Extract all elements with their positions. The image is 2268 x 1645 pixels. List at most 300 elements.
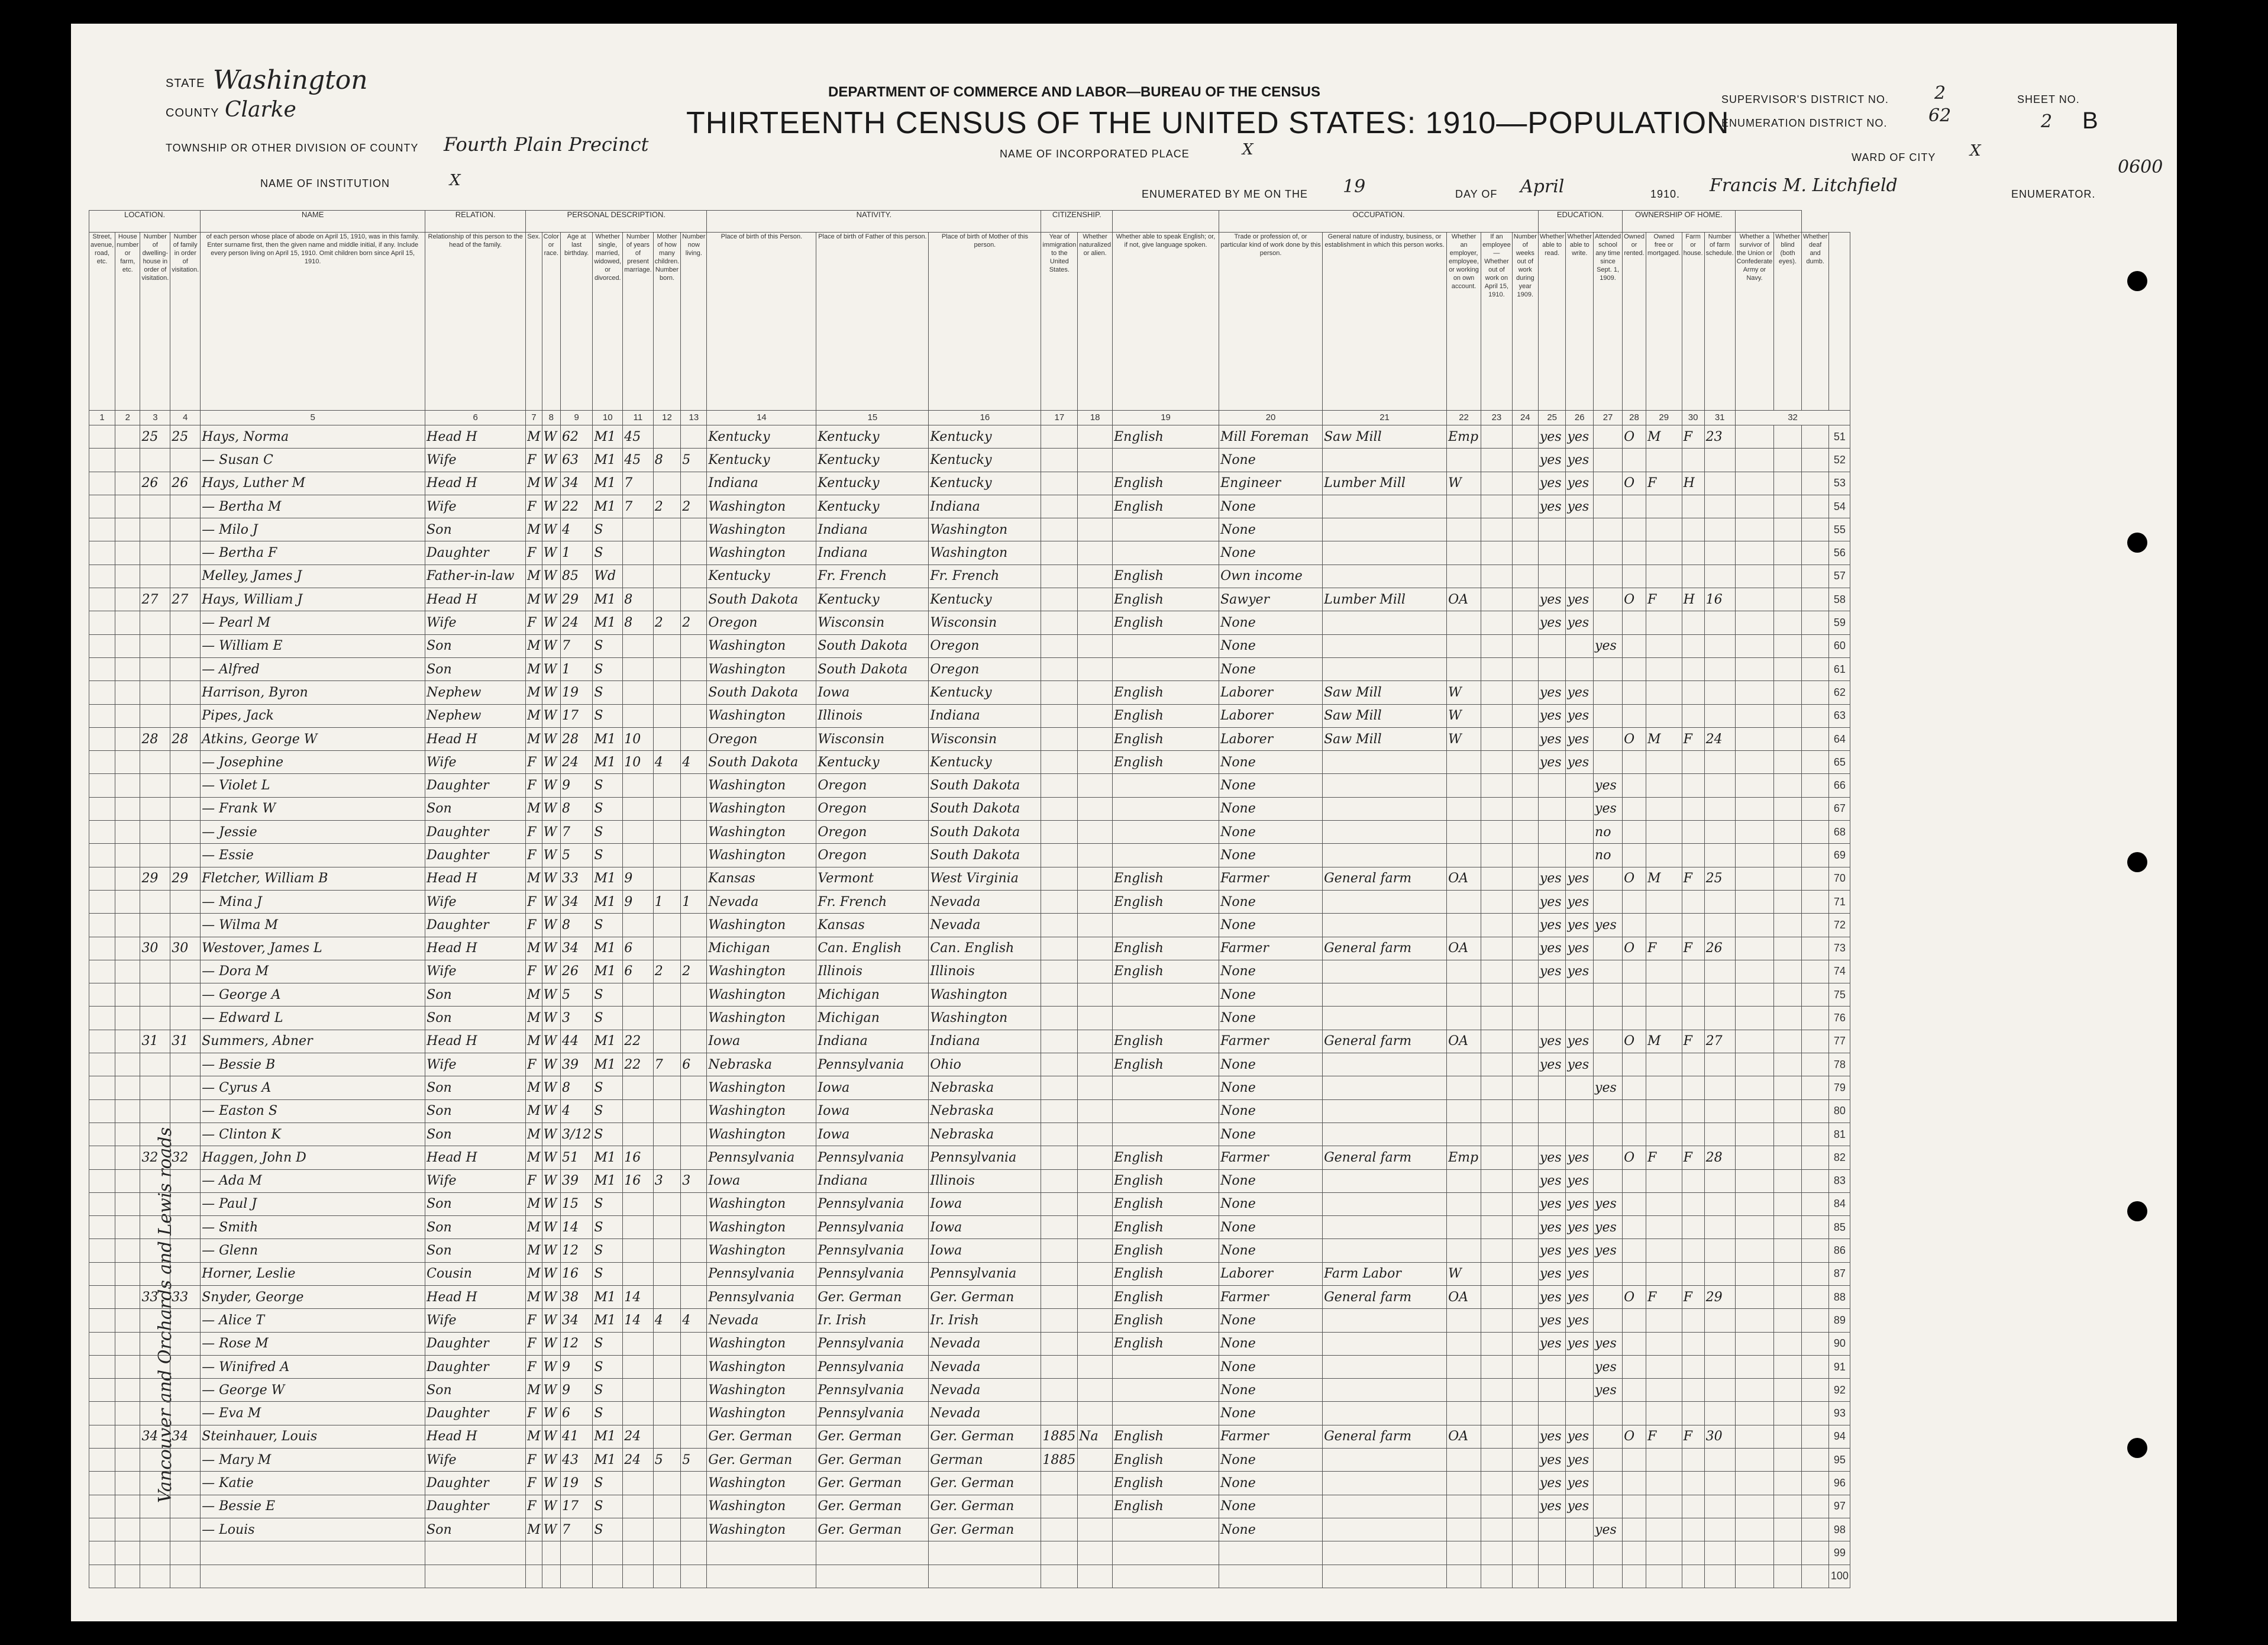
cell-outwork (1481, 1030, 1513, 1053)
cell-family: 26 (170, 472, 201, 495)
cell-mother: Nebraska (929, 1123, 1041, 1146)
cell-house (115, 1239, 140, 1262)
cell-trade: None (1219, 1076, 1323, 1099)
cell-emp: W (1447, 704, 1481, 727)
cell-immig (1041, 751, 1078, 774)
cell-owned (1623, 518, 1646, 541)
cell-weeks (1512, 774, 1538, 797)
cell-birth: Washington (707, 774, 816, 797)
cell-street (89, 1123, 115, 1146)
cell-age: 14 (560, 1216, 592, 1239)
cell-mother: Oregon (929, 634, 1041, 657)
cell-deaf (1801, 1285, 1829, 1308)
cell-father: Wisconsin (816, 727, 929, 750)
cell-english (1113, 774, 1219, 797)
cell-blind (1774, 1541, 1802, 1565)
column-groups-row (89, 211, 1850, 233)
column-descriptions-row (89, 233, 1850, 411)
cell-sched (1704, 774, 1735, 797)
column-description: Whether single, married, widowed, or divorced. (593, 233, 623, 411)
cell-farm (1682, 657, 1704, 680)
year-label: 1910. (1650, 188, 1681, 200)
column-description: Number of years of present marriage. (623, 233, 653, 411)
cell-father: Pennsylvania (816, 1192, 929, 1215)
cell-blind (1774, 681, 1802, 704)
cell-write (1566, 1099, 1594, 1123)
cell-veteran (1735, 704, 1774, 727)
cell-trade: Laborer (1219, 727, 1323, 750)
cell-veteran (1735, 541, 1774, 565)
cell-school (1594, 1053, 1623, 1076)
cell-age: 33 (560, 867, 592, 890)
cell-school: yes (1594, 797, 1623, 820)
cell-age (560, 1541, 592, 1565)
cell-age: 22 (560, 495, 592, 518)
cell-weeks (1512, 704, 1538, 727)
cell-name: — Bessie B (201, 1053, 425, 1076)
column-number: 29 (1646, 411, 1682, 425)
cell-natur (1078, 541, 1113, 565)
cell-mother: Wisconsin (929, 727, 1041, 750)
cell-veteran (1735, 1030, 1774, 1053)
cell-relation: Wife (425, 960, 526, 983)
cell-weeks (1512, 844, 1538, 867)
table-row (89, 657, 1850, 680)
cell-school (1594, 565, 1623, 588)
cell-owned: O (1623, 937, 1646, 960)
cell-blind (1774, 1472, 1802, 1495)
cell-dwelling (140, 774, 170, 797)
cell-street (89, 704, 115, 727)
cell-name: Melley, James J (201, 565, 425, 588)
cell-industry (1323, 1472, 1447, 1495)
cell-sched (1704, 449, 1735, 472)
cell-living (681, 704, 707, 727)
cell-mort (1646, 1541, 1682, 1565)
cell-industry (1323, 1332, 1447, 1355)
cell-deaf (1801, 937, 1829, 960)
cell-race: W (542, 634, 560, 657)
cell-sched (1704, 634, 1735, 657)
cell-name: — Mina J (201, 890, 425, 913)
cell-mother: Nevada (929, 1332, 1041, 1355)
cell-emp (1447, 1402, 1481, 1425)
cell-age: 15 (560, 1192, 592, 1215)
cell-emp (1447, 518, 1481, 541)
cell-living (681, 1030, 707, 1053)
cell-owned (1623, 1099, 1646, 1123)
cell-house (115, 681, 140, 704)
cell-blind (1774, 751, 1802, 774)
cell-outwork (1481, 1262, 1513, 1285)
cell-years (623, 634, 653, 657)
cell-deaf (1801, 681, 1829, 704)
cell-english (1113, 1541, 1219, 1565)
cell-birth: Washington (707, 1495, 816, 1518)
cell-relation: Son (425, 1239, 526, 1262)
cell-name: — Violet L (201, 774, 425, 797)
line-number: 51 (1829, 425, 1850, 449)
cell-living (681, 541, 707, 565)
cell-industry (1323, 914, 1447, 937)
cell-english: English (1113, 1309, 1219, 1332)
cell-farm (1682, 1472, 1704, 1495)
cell-race: W (542, 1169, 560, 1192)
cell-trade: None (1219, 1053, 1323, 1076)
cell-mort: F (1646, 937, 1682, 960)
cell-age: 19 (560, 681, 592, 704)
cell-write: yes (1566, 960, 1594, 983)
cell-weeks (1512, 1309, 1538, 1332)
table-row (89, 960, 1850, 983)
line-number: 87 (1829, 1262, 1850, 1285)
line-number: 81 (1829, 1123, 1850, 1146)
cell-immig (1041, 1262, 1078, 1285)
cell-street (89, 1472, 115, 1495)
cell-owned (1623, 1565, 1646, 1588)
cell-owned (1623, 1541, 1646, 1565)
cell-deaf (1801, 1355, 1829, 1378)
cell-birth: Iowa (707, 1169, 816, 1192)
line-number: 71 (1829, 890, 1850, 913)
cell-years: 24 (623, 1449, 653, 1472)
cell-school (1594, 425, 1623, 449)
cell-deaf (1801, 588, 1829, 611)
cell-dwelling (140, 681, 170, 704)
cell-outwork (1481, 751, 1513, 774)
cell-mother (929, 1565, 1041, 1588)
cell-natur (1078, 657, 1113, 680)
cell-blind (1774, 657, 1802, 680)
cell-deaf (1801, 1402, 1829, 1425)
cell-dwelling: 29 (140, 867, 170, 890)
cell-street (89, 1146, 115, 1169)
cell-relation: Wife (425, 1449, 526, 1472)
cell-weeks (1512, 588, 1538, 611)
cell-father: Pennsylvania (816, 1332, 929, 1355)
cell-dwelling (140, 1099, 170, 1123)
cell-family (170, 657, 201, 680)
cell-race: W (542, 681, 560, 704)
line-number: 78 (1829, 1053, 1850, 1076)
cell-living (681, 681, 707, 704)
cell-owned (1623, 495, 1646, 518)
cell-years (623, 1262, 653, 1285)
cell-age: 17 (560, 704, 592, 727)
cell-mort (1646, 1007, 1682, 1030)
cell-farm (1682, 1355, 1704, 1378)
cell-read: yes (1538, 1425, 1566, 1448)
cell-blind (1774, 704, 1802, 727)
cell-house (115, 1379, 140, 1402)
cell-outwork (1481, 1472, 1513, 1495)
cell-immig (1041, 727, 1078, 750)
line-number: 83 (1829, 1169, 1850, 1192)
cell-relation: Daughter (425, 1355, 526, 1378)
cell-immig (1041, 1379, 1078, 1402)
cell-birth: Pennsylvania (707, 1285, 816, 1308)
cell-write (1566, 983, 1594, 1007)
cell-emp: OA (1447, 588, 1481, 611)
cell-immig (1041, 797, 1078, 820)
cell-trade: Laborer (1219, 704, 1323, 727)
cell-industry (1323, 960, 1447, 983)
cell-birth: Washington (707, 821, 816, 844)
cell-immig (1041, 960, 1078, 983)
cell-birth: Nevada (707, 1309, 816, 1332)
cell-years (623, 1565, 653, 1588)
cell-living: 3 (681, 1169, 707, 1192)
cell-blind (1774, 588, 1802, 611)
cell-born (653, 1495, 681, 1518)
cell-blind (1774, 1053, 1802, 1076)
cell-immig (1041, 681, 1078, 704)
table-row (89, 1379, 1850, 1402)
line-number: 99 (1829, 1541, 1850, 1565)
line-number: 66 (1829, 774, 1850, 797)
cell-english: English (1113, 1192, 1219, 1215)
cell-blind (1774, 1332, 1802, 1355)
group-relation: RELATION. (425, 211, 526, 233)
cell-farm (1682, 634, 1704, 657)
cell-race (542, 1541, 560, 1565)
cell-marital: S (593, 1402, 623, 1425)
cell-emp (1447, 844, 1481, 867)
cell-race: W (542, 937, 560, 960)
cell-english: English (1113, 960, 1219, 983)
cell-blind (1774, 1192, 1802, 1215)
cell-english: English (1113, 1262, 1219, 1285)
cell-relation: Nephew (425, 681, 526, 704)
cell-mother: Can. English (929, 937, 1041, 960)
cell-father: Oregon (816, 844, 929, 867)
cell-mother: Kentucky (929, 588, 1041, 611)
cell-blind (1774, 1146, 1802, 1169)
cell-outwork (1481, 472, 1513, 495)
cell-farm (1682, 1216, 1704, 1239)
cell-read: yes (1538, 588, 1566, 611)
cell-sched: 30 (1704, 1425, 1735, 1448)
cell-blind (1774, 960, 1802, 983)
cell-race: W (542, 914, 560, 937)
cell-street (89, 751, 115, 774)
cell-english: English (1113, 495, 1219, 518)
cell-dwelling (140, 449, 170, 472)
cell-emp (1447, 1123, 1481, 1146)
cell-dwelling (140, 1239, 170, 1262)
cell-mother: Nebraska (929, 1076, 1041, 1099)
cell-sex: M (526, 1518, 542, 1541)
cell-sex: F (526, 611, 542, 634)
cell-street (89, 1285, 115, 1308)
cell-emp: W (1447, 472, 1481, 495)
cell-veteran (1735, 1285, 1774, 1308)
cell-english (1113, 1518, 1219, 1541)
cell-trade: None (1219, 1169, 1323, 1192)
cell-street (89, 774, 115, 797)
cell-veteran (1735, 1239, 1774, 1262)
cell-read: yes (1538, 727, 1566, 750)
cell-read: yes (1538, 1053, 1566, 1076)
cell-write (1566, 565, 1594, 588)
cell-industry (1323, 611, 1447, 634)
cell-marital: S (593, 541, 623, 565)
cell-sched (1704, 1123, 1735, 1146)
cell-living (681, 1425, 707, 1448)
cell-read (1538, 634, 1566, 657)
cell-birth: Washington (707, 1192, 816, 1215)
cell-race: W (542, 1099, 560, 1123)
cell-father: Illinois (816, 704, 929, 727)
cell-read: yes (1538, 495, 1566, 518)
cell-years (623, 844, 653, 867)
cell-deaf (1801, 1518, 1829, 1541)
cell-house (115, 1495, 140, 1518)
table-row (89, 634, 1850, 657)
cell-emp: Emp (1447, 1146, 1481, 1169)
column-description: Owned free or mortgaged. (1646, 233, 1682, 411)
cell-veteran (1735, 518, 1774, 541)
cell-industry (1323, 518, 1447, 541)
cell-immig (1041, 657, 1078, 680)
cell-age: 9 (560, 1355, 592, 1378)
cell-marital: S (593, 797, 623, 820)
cell-family (170, 890, 201, 913)
cell-living (681, 1216, 707, 1239)
punch-hole (2127, 533, 2147, 553)
cell-years: 7 (623, 495, 653, 518)
cell-age: 7 (560, 821, 592, 844)
cell-born (653, 1402, 681, 1425)
department-title: DEPARTMENT OF COMMERCE AND LABOR—BUREAU OF THE CENSUS (828, 84, 1320, 100)
supervisor-value: 2 (1934, 83, 1946, 104)
cell-write (1566, 844, 1594, 867)
cell-sex: M (526, 1425, 542, 1448)
cell-family (170, 1402, 201, 1425)
cell-natur (1078, 1146, 1113, 1169)
cell-father: Indiana (816, 1169, 929, 1192)
cell-outwork (1481, 1355, 1513, 1378)
cell-house (115, 1309, 140, 1332)
cell-weeks (1512, 797, 1538, 820)
table-row (89, 472, 1850, 495)
cell-write: yes (1566, 1216, 1594, 1239)
cell-outwork (1481, 541, 1513, 565)
cell-sched (1704, 611, 1735, 634)
cell-name: — Bessie E (201, 1495, 425, 1518)
cell-industry: Saw Mill (1323, 425, 1447, 449)
cell-school (1594, 541, 1623, 565)
cell-years: 10 (623, 727, 653, 750)
cell-dwelling (140, 890, 170, 913)
cell-outwork (1481, 1332, 1513, 1355)
cell-mother: Ger. German (929, 1472, 1041, 1495)
cell-sex: F (526, 1402, 542, 1425)
cell-veteran (1735, 867, 1774, 890)
cell-write: yes (1566, 1309, 1594, 1332)
cell-dwelling (140, 704, 170, 727)
cell-natur (1078, 1379, 1113, 1402)
cell-age: 34 (560, 1309, 592, 1332)
cell-living (681, 1565, 707, 1588)
cell-blind (1774, 821, 1802, 844)
cell-born (653, 657, 681, 680)
cell-emp: W (1447, 681, 1481, 704)
line-number: 86 (1829, 1239, 1850, 1262)
cell-marital: S (593, 1495, 623, 1518)
cell-years (623, 1099, 653, 1123)
cell-years: 22 (623, 1053, 653, 1076)
cell-weeks (1512, 1518, 1538, 1541)
cell-veteran (1735, 1192, 1774, 1215)
cell-relation: Daughter (425, 821, 526, 844)
cell-school (1594, 472, 1623, 495)
cell-owned (1623, 960, 1646, 983)
cell-mother: Iowa (929, 1216, 1041, 1239)
cell-street (89, 681, 115, 704)
column-description: House number or farm, etc. (115, 233, 140, 411)
cell-farm (1682, 1449, 1704, 1472)
cell-read: yes (1538, 914, 1566, 937)
cell-deaf (1801, 1541, 1829, 1565)
cell-father: Fr. French (816, 890, 929, 913)
cell-veteran (1735, 1309, 1774, 1332)
cell-name: — Bertha F (201, 541, 425, 565)
cell-blind (1774, 1449, 1802, 1472)
cell-house (115, 1285, 140, 1308)
cell-sex: M (526, 704, 542, 727)
cell-write (1566, 797, 1594, 820)
cell-read: yes (1538, 1472, 1566, 1495)
cell-race: W (542, 472, 560, 495)
cell-farm (1682, 1239, 1704, 1262)
cell-blind (1774, 1030, 1802, 1053)
cell-owned (1623, 1402, 1646, 1425)
cell-owned (1623, 1076, 1646, 1099)
cell-owned: O (1623, 1146, 1646, 1169)
cell-owned (1623, 634, 1646, 657)
cell-birth: Washington (707, 518, 816, 541)
cell-years (623, 914, 653, 937)
cell-family (170, 1495, 201, 1518)
cell-birth: Iowa (707, 1030, 816, 1053)
cell-owned (1623, 774, 1646, 797)
cell-deaf (1801, 1262, 1829, 1285)
cell-industry (1323, 1355, 1447, 1378)
cell-house (115, 960, 140, 983)
column-description: Mother of how many children. Number born. (653, 233, 681, 411)
cell-natur (1078, 588, 1113, 611)
column-number: 23 (1481, 411, 1513, 425)
cell-dwelling (140, 797, 170, 820)
line-number: 88 (1829, 1285, 1850, 1308)
cell-father: Fr. French (816, 565, 929, 588)
cell-natur (1078, 774, 1113, 797)
cell-years: 45 (623, 449, 653, 472)
cell-mother: Wisconsin (929, 611, 1041, 634)
punch-hole (2127, 852, 2147, 872)
table-row (89, 425, 1850, 449)
column-number: 16 (929, 411, 1041, 425)
cell-natur (1078, 518, 1113, 541)
cell-farm (1682, 681, 1704, 704)
cell-read: yes (1538, 1332, 1566, 1355)
cell-family (170, 1192, 201, 1215)
cell-house (115, 425, 140, 449)
cell-years (623, 1472, 653, 1495)
cell-born (653, 704, 681, 727)
table-row (89, 1123, 1850, 1146)
